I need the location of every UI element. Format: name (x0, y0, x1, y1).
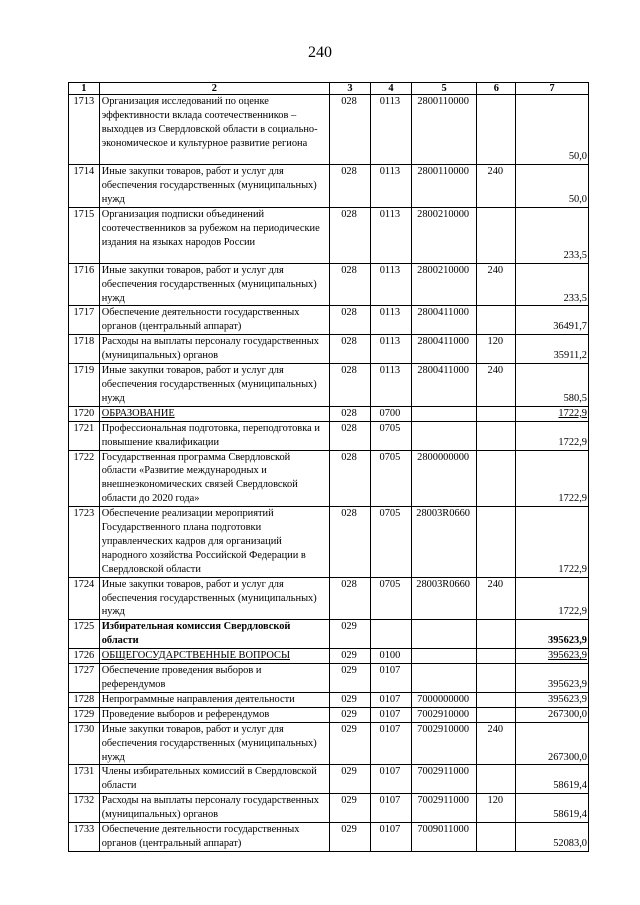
budget-table (68, 82, 589, 852)
table-row (69, 664, 589, 693)
table-row (69, 406, 589, 421)
row-number: 1713 (69, 95, 100, 165)
row-col6 (477, 765, 516, 794)
row-col4: 0113 (370, 263, 411, 306)
row-col5 (411, 620, 477, 649)
row-number: 1717 (69, 306, 100, 335)
table-row (69, 421, 589, 450)
table-row (69, 263, 589, 306)
table-row (69, 649, 589, 664)
row-number: 1721 (69, 421, 100, 450)
row-name: Избирательная комиссия Свердловской области (99, 620, 329, 649)
row-col6: 120 (477, 794, 516, 823)
row-name: Иные закупки товаров, работ и услуг для обеспечения государственных (муниципальных) нужд (99, 577, 329, 620)
row-col6 (477, 421, 516, 450)
row-number: 1719 (69, 364, 100, 407)
header-col-3: 3 (330, 83, 371, 95)
row-col3: 028 (330, 207, 371, 263)
row-number: 1715 (69, 207, 100, 263)
row-amount: 50,0 (516, 165, 589, 208)
row-col3: 028 (330, 263, 371, 306)
row-col6 (477, 823, 516, 852)
table-row (69, 207, 589, 263)
row-name: Обеспечение проведения выборов и референдумов (99, 664, 329, 693)
row-col6 (477, 450, 516, 507)
row-col4: 0113 (370, 95, 411, 165)
row-name: Организация исследований по оценке эффективности вклада соотечественников – выходцев из Свердловской области в социально-экономическое и культурное развитие региона (99, 95, 329, 165)
table-row (69, 707, 589, 722)
row-col4: 0113 (370, 306, 411, 335)
row-number: 1720 (69, 406, 100, 421)
row-col4 (370, 620, 411, 649)
row-col5: 2800411000 (411, 306, 477, 335)
row-col5: 2800110000 (411, 95, 477, 165)
row-col6: 240 (477, 364, 516, 407)
row-amount: 580,5 (516, 364, 589, 407)
row-name: Непрограммные направления деятельности (99, 692, 329, 707)
row-name: Расходы на выплаты персоналу государственных (муниципальных) органов (99, 794, 329, 823)
header-col-1: 1 (69, 83, 100, 95)
row-number: 1718 (69, 335, 100, 364)
row-amount: 58619,4 (516, 794, 589, 823)
row-number: 1731 (69, 765, 100, 794)
row-col3: 029 (330, 664, 371, 693)
row-amount: 395623,9 (516, 649, 589, 664)
row-col6: 240 (477, 577, 516, 620)
row-name: Иные закупки товаров, работ и услуг для обеспечения государственных (муниципальных) нужд (99, 263, 329, 306)
row-amount: 35911,2 (516, 335, 589, 364)
row-name: ОБРАЗОВАНИЕ (99, 406, 329, 421)
header-col-4: 4 (370, 83, 411, 95)
row-name: Обеспечение деятельности государственных органов (центральный аппарат) (99, 306, 329, 335)
row-col3: 029 (330, 722, 371, 765)
row-col5: 7000000000 (411, 692, 477, 707)
row-number: 1724 (69, 577, 100, 620)
row-col6: 240 (477, 722, 516, 765)
row-col5: 28003R0660 (411, 507, 477, 578)
row-name: Члены избирательных комиссий в Свердловской области (99, 765, 329, 794)
row-col6 (477, 692, 516, 707)
row-col3: 028 (330, 306, 371, 335)
row-col5: 2800210000 (411, 263, 477, 306)
row-number: 1729 (69, 707, 100, 722)
row-col3: 029 (330, 620, 371, 649)
row-amount: 58619,4 (516, 765, 589, 794)
row-col4: 0107 (370, 664, 411, 693)
row-col5 (411, 664, 477, 693)
row-col3: 028 (330, 335, 371, 364)
row-col3: 029 (330, 823, 371, 852)
row-col4: 0705 (370, 450, 411, 507)
header-col-6: 6 (477, 83, 516, 95)
row-amount: 50,0 (516, 95, 589, 165)
row-name: Обеспечение деятельности государственных органов (центральный аппарат) (99, 823, 329, 852)
table-row (69, 823, 589, 852)
row-amount: 1722,9 (516, 406, 589, 421)
row-col4: 0705 (370, 507, 411, 578)
row-amount: 267300,0 (516, 707, 589, 722)
row-amount: 395623,9 (516, 664, 589, 693)
row-col4: 0107 (370, 765, 411, 794)
table-body (69, 95, 589, 852)
row-number: 1728 (69, 692, 100, 707)
row-col4: 0107 (370, 794, 411, 823)
table-row (69, 507, 589, 578)
row-amount: 36491,7 (516, 306, 589, 335)
row-col6: 240 (477, 165, 516, 208)
row-col6 (477, 707, 516, 722)
row-number: 1732 (69, 794, 100, 823)
header-col-2: 2 (99, 83, 329, 95)
table-row (69, 794, 589, 823)
row-col3: 028 (330, 165, 371, 208)
header-col-7: 7 (516, 83, 589, 95)
row-number: 1725 (69, 620, 100, 649)
row-col3: 028 (330, 95, 371, 165)
row-col5: 7009011000 (411, 823, 477, 852)
row-col5: 2800110000 (411, 165, 477, 208)
row-name: Организация подписки объединений соотечественников за рубежом на периодические издания на языках народов России (99, 207, 329, 263)
row-name: ОБЩЕГОСУДАРСТВЕННЫЕ ВОПРОСЫ (99, 649, 329, 664)
table-row (69, 450, 589, 507)
row-col4: 0113 (370, 165, 411, 208)
row-col4: 0107 (370, 823, 411, 852)
row-number: 1730 (69, 722, 100, 765)
row-col4: 0107 (370, 722, 411, 765)
row-name: Иные закупки товаров, работ и услуг для обеспечения государственных (муниципальных) нужд (99, 722, 329, 765)
table-row (69, 306, 589, 335)
row-col4: 0113 (370, 207, 411, 263)
row-col5: 7002911000 (411, 794, 477, 823)
row-col6: 120 (477, 335, 516, 364)
row-col3: 029 (330, 765, 371, 794)
header-col-5: 5 (411, 83, 477, 95)
table-row (69, 364, 589, 407)
row-col4: 0113 (370, 335, 411, 364)
row-number: 1727 (69, 664, 100, 693)
row-amount: 233,5 (516, 207, 589, 263)
row-col6: 240 (477, 263, 516, 306)
row-col3: 028 (330, 421, 371, 450)
row-number: 1733 (69, 823, 100, 852)
table-row (69, 165, 589, 208)
row-col5: 2800000000 (411, 450, 477, 507)
row-amount: 52083,0 (516, 823, 589, 852)
row-col4: 0705 (370, 421, 411, 450)
row-col6 (477, 664, 516, 693)
row-name: Иные закупки товаров, работ и услуг для обеспечения государственных (муниципальных) нужд (99, 165, 329, 208)
table-header-row (69, 83, 589, 95)
row-col5: 2800210000 (411, 207, 477, 263)
row-col5: 7002910000 (411, 722, 477, 765)
row-col5 (411, 406, 477, 421)
table-row (69, 765, 589, 794)
table-row (69, 620, 589, 649)
row-col3: 029 (330, 692, 371, 707)
row-col3: 028 (330, 577, 371, 620)
row-col6 (477, 507, 516, 578)
row-col5 (411, 421, 477, 450)
row-col6 (477, 406, 516, 421)
row-col3: 029 (330, 707, 371, 722)
row-amount: 1722,9 (516, 450, 589, 507)
table-row (69, 722, 589, 765)
table-row (69, 335, 589, 364)
row-col5 (411, 649, 477, 664)
row-number: 1722 (69, 450, 100, 507)
row-name: Иные закупки товаров, работ и услуг для обеспечения государственных (муниципальных) нужд (99, 364, 329, 407)
row-name: Расходы на выплаты персоналу государственных (муниципальных) органов (99, 335, 329, 364)
row-amount: 395623,9 (516, 692, 589, 707)
row-col5: 28003R0660 (411, 577, 477, 620)
row-number: 1716 (69, 263, 100, 306)
row-col4: 0113 (370, 364, 411, 407)
row-col6 (477, 620, 516, 649)
row-col4: 0700 (370, 406, 411, 421)
row-col5: 2800411000 (411, 364, 477, 407)
row-col4: 0705 (370, 577, 411, 620)
row-name: Государственная программа Свердловской области «Развитие международных и внешнеэкономических связей Свердловской области до 2020 года» (99, 450, 329, 507)
row-name: Профессиональная подготовка, переподготовка и повышение квалификации (99, 421, 329, 450)
row-col3: 029 (330, 649, 371, 664)
table-row (69, 577, 589, 620)
row-number: 1714 (69, 165, 100, 208)
row-col3: 028 (330, 507, 371, 578)
row-col4: 0100 (370, 649, 411, 664)
table-row (69, 692, 589, 707)
row-col3: 028 (330, 450, 371, 507)
row-col5: 7002910000 (411, 707, 477, 722)
row-amount: 1722,9 (516, 577, 589, 620)
row-col4: 0107 (370, 692, 411, 707)
row-name: Проведение выборов и референдумов (99, 707, 329, 722)
row-col3: 029 (330, 794, 371, 823)
row-col3: 028 (330, 364, 371, 407)
row-col3: 028 (330, 406, 371, 421)
row-col5: 2800411000 (411, 335, 477, 364)
row-col6 (477, 649, 516, 664)
row-amount: 1722,9 (516, 507, 589, 578)
row-amount: 395623,9 (516, 620, 589, 649)
row-name: Обеспечение реализации мероприятий Государственного плана подготовки управленческих кадров для организаций народного хозяйства Российской Федерации в Свердловской области (99, 507, 329, 578)
row-col6 (477, 306, 516, 335)
row-amount: 233,5 (516, 263, 589, 306)
row-col4: 0107 (370, 707, 411, 722)
row-amount: 1722,9 (516, 421, 589, 450)
row-col6 (477, 207, 516, 263)
row-number: 1726 (69, 649, 100, 664)
page-number: 240 (308, 44, 332, 61)
row-col6 (477, 95, 516, 165)
row-col5: 7002911000 (411, 765, 477, 794)
row-number: 1723 (69, 507, 100, 578)
table-row (69, 95, 589, 165)
row-amount: 267300,0 (516, 722, 589, 765)
